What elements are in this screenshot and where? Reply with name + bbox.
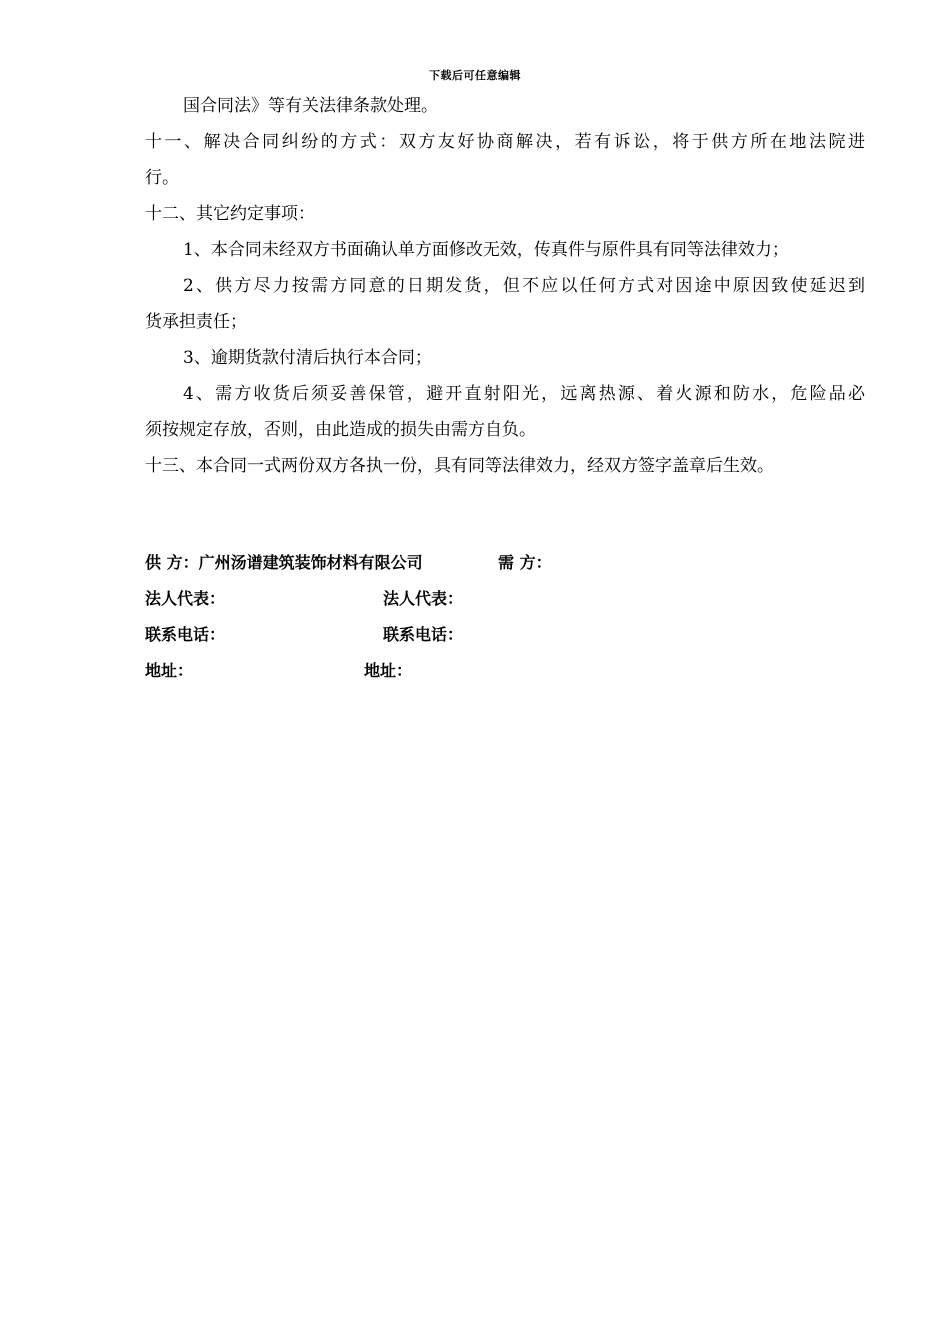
clause-12-item-2-line-2: 货承担责任； [145, 312, 247, 332]
header-note: 下载后可任意编辑 [429, 69, 521, 82]
paragraph-law-reference: 国合同法》等有关法律条款处理。 [183, 96, 438, 116]
buyer-representative-label: 法人代表： [383, 589, 464, 608]
signature-row-party [145, 545, 865, 581]
clause-11-line-2: 行。 [145, 168, 179, 188]
clause-12-item-3: 3、逾期货款付清后执行本合同； [183, 348, 432, 368]
supplier-representative-label: 法人代表： [145, 589, 226, 608]
supplier-label: 供 方：广州汤谱建筑装饰材料有限公司 [145, 553, 423, 572]
clause-12-item-2-line-1: 2、供方尽力按需方同意的日期发货，但不应以任何方式对因途中原因致使延迟到 [183, 276, 865, 296]
clause-11-line-1: 十一、解决合同纠纷的方式：双方友好协商解决，若有诉讼，将于供方所在地法院进 [145, 132, 865, 152]
clause-12-item-4-line-2: 须按规定存放，否则，由此造成的损失由需方自负。 [145, 420, 536, 440]
clause-12-item-1: 1、本合同未经双方书面确认单方面修改无效，传真件与原件具有同等法律效力； [183, 240, 789, 260]
clause-13: 十三、本合同一式两份双方各执一份，具有同等法律效力，经双方签字盖章后生效。 [145, 456, 774, 476]
contract-body [145, 88, 865, 484]
supplier-address-label: 地址： [145, 661, 194, 680]
supplier-phone-label: 联系电话： [145, 625, 226, 644]
buyer-phone-label: 联系电话： [383, 625, 464, 644]
signature-row-address [145, 653, 865, 689]
signature-block [145, 545, 865, 689]
buyer-address-label: 地址： [364, 661, 413, 680]
signature-row-representative [145, 581, 865, 617]
clause-12-item-4-line-1: 4、需方收货后须妥善保管，避开直射阳光，远离热源、着火源和防水，危险品必 [183, 384, 865, 404]
signature-row-phone [145, 617, 865, 653]
buyer-label: 需 方： [498, 553, 552, 572]
clause-12-heading: 十二、其它约定事项： [145, 204, 315, 224]
